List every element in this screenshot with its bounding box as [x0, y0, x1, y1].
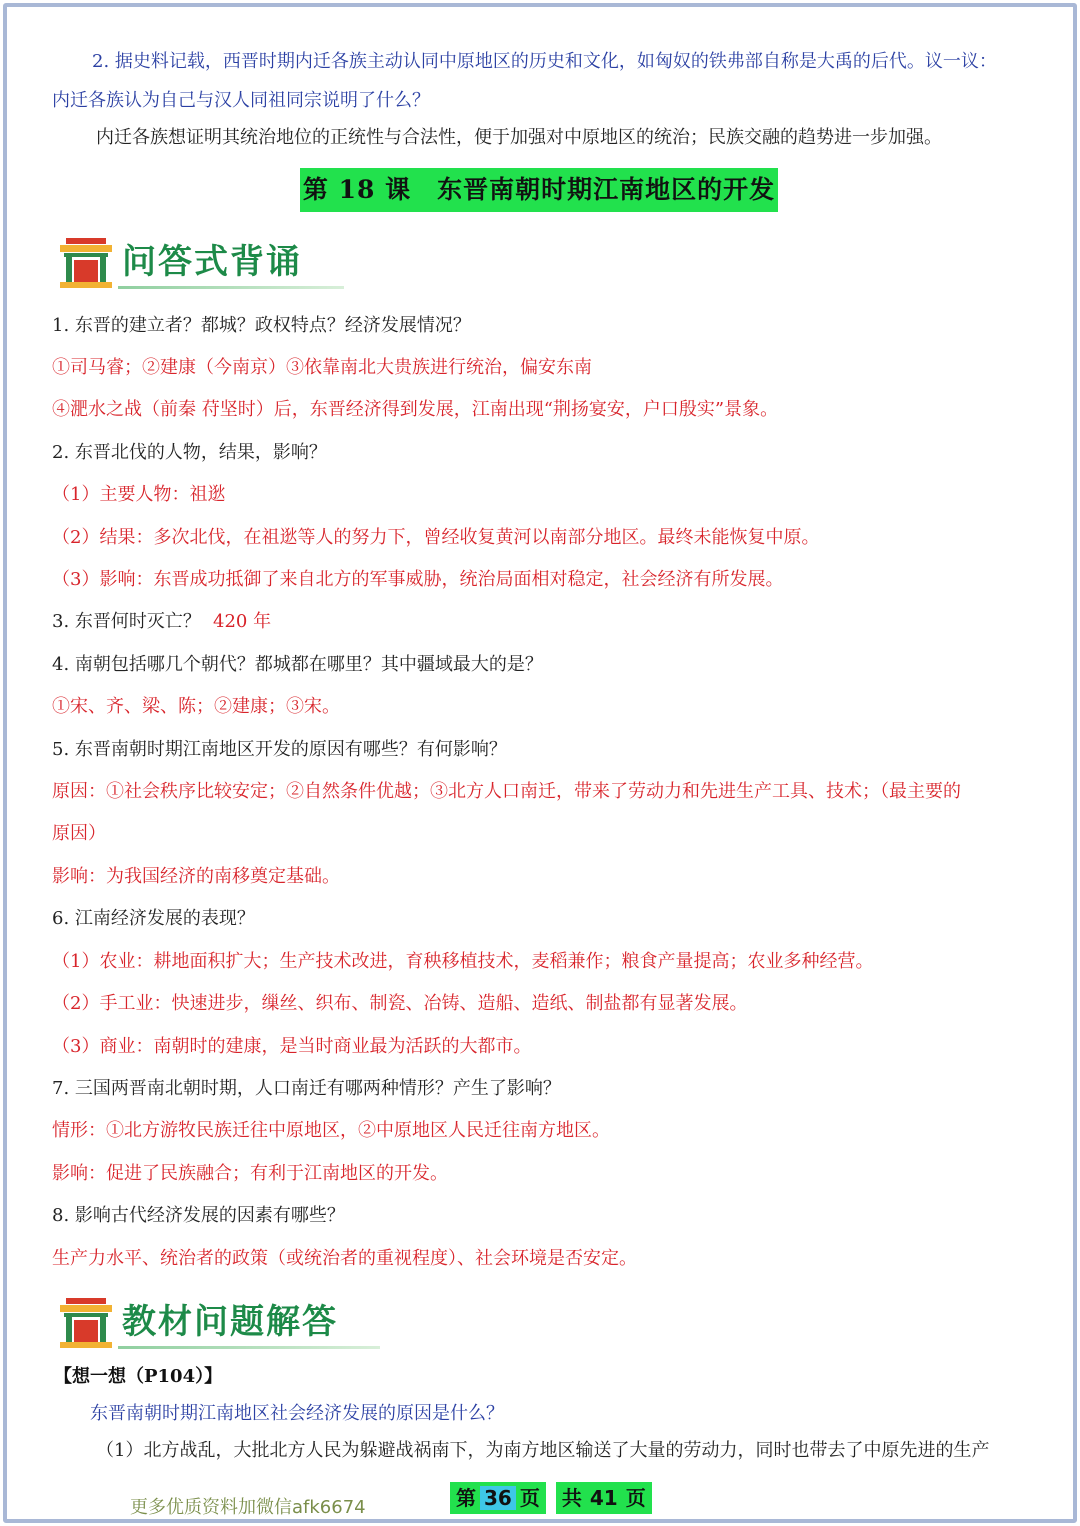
qa-answer: ①宋、齐、梁、陈；②建康；③宋。 — [52, 696, 340, 717]
qa-question: 7. 三国两晋南北朝时期，人口南迁有哪两种情形？产生了影响？ — [52, 1078, 561, 1099]
intro-answer: 内迁各族想证明其统治地位的正统性与合法性，便于加强对中原地区的统治；民族交融的趋势进一步加强。 — [96, 127, 942, 148]
qa-answer: ①司马睿；②建康（今南京）③依靠南北大贵族进行统治，偏安东南 — [52, 357, 592, 378]
qa-answer: （2）手工业：快速进步，缫丝、织布、制瓷、冶铸、造船、造纸、制盐都有显著发展。 — [52, 993, 748, 1014]
intro-question-line2: 内迁各族认为自己与汉人同祖同宗说明了什么？ — [52, 90, 430, 111]
section-heading-recite — [56, 232, 356, 296]
qa-answer: 情形：①北方游牧民族迁往中原地区，②中原地区人民迁往南方地区。 — [52, 1120, 610, 1141]
qa-answer: （3）商业：南朝时的建康，是当时商业最为活跃的大都市。 — [52, 1036, 532, 1057]
total-prefix: 共 — [561, 1486, 582, 1510]
section-underline — [118, 1346, 380, 1349]
qa-answer: （1）主要人物：祖逖 — [52, 484, 226, 505]
qa-answer: 生产力水平、统治者的政策（或统治者的重视程度）、社会环境是否安定。 — [52, 1248, 637, 1269]
think-answer: （1）北方战乱，大批北方人民为躲避战祸南下，为南方地区输送了大量的劳动力，同时也带去了中原先进的生产 — [96, 1440, 990, 1461]
page-suffix: 页 — [519, 1486, 540, 1510]
pavilion-icon — [56, 232, 116, 292]
qa-question: 3. 东晋何时灭亡？ — [52, 611, 201, 632]
section-title: 问答式背诵 — [122, 242, 302, 282]
qa-answer: 影响：促进了民族融合；有利于江南地区的开发。 — [52, 1163, 448, 1184]
lesson-title: 第 18 课 东晋南朝时期江南地区的开发 — [300, 168, 778, 212]
qa-answer: 影响：为我国经济的南移奠定基础。 — [52, 866, 340, 887]
page-total: 41 — [589, 1486, 618, 1510]
intro-question-line1: 2. 据史料记载，西晋时期内迁各族主动认同中原地区的历史和文化，如匈奴的铁弗部自称是大禹的后代。议一议： — [92, 51, 997, 72]
current-page-box — [450, 1482, 546, 1514]
qa-question: 6. 江南经济发展的表现？ — [52, 908, 255, 929]
qa-answer: （3）影响：东晋成功抵御了来自北方的军事威胁，统治局面相对稳定，社会经济有所发展。 — [52, 569, 784, 590]
footer-note: 更多优质资料加微信afk6674 — [130, 1497, 366, 1518]
think-label: 【想一想（P104）】 — [54, 1366, 223, 1387]
qa-answer: ④淝水之战（前秦 苻坚时）后，东晋经济得到发展，江南出现“荆扬宴安，户口殷实”景象。 — [52, 399, 779, 420]
page-prefix: 第 — [456, 1486, 476, 1510]
qa-answer: 原因：①社会秩序比较安定；②自然条件优越；③北方人口南迁，带来了劳动力和先进生产工具、技术；（最主要的 — [52, 781, 961, 802]
qa-question: 4. 南朝包括哪几个朝代？都城都在哪里？其中疆域最大的是？ — [52, 654, 543, 675]
qa-question: 8. 影响古代经济发展的因素有哪些？ — [52, 1205, 345, 1226]
qa-answer: （1）农业：耕地面积扩大；生产技术改进，育秧移植技术，麦稻兼作；粮食产量提高；农业多种经营。 — [52, 951, 874, 972]
pavilion-icon — [56, 1292, 116, 1352]
qa-question: 5. 东晋南朝时期江南地区开发的原因有哪些？有何影响？ — [52, 739, 507, 760]
section-heading-textbook — [56, 1292, 356, 1356]
section-underline — [118, 286, 344, 289]
qa-question: 1. 东晋的建立者？都城？政权特点？经济发展情况？ — [52, 315, 471, 336]
page-indicator — [450, 1482, 662, 1514]
total-suffix: 页 — [625, 1486, 646, 1510]
section-title: 教材问题解答 — [122, 1302, 338, 1342]
qa-inline-answer: 420 年 — [213, 611, 272, 632]
page-current: 36 — [480, 1486, 516, 1510]
think-question: 东晋南朝时期江南地区社会经济发展的原因是什么？ — [90, 1403, 504, 1424]
qa-question: 2. 东晋北伐的人物，结果，影响？ — [52, 442, 327, 463]
qa-answer: （2）结果：多次北伐，在祖逖等人的努力下，曾经收复黄河以南部分地区。最终未能恢复中原。 — [52, 527, 820, 548]
qa-answer: 原因） — [52, 823, 106, 844]
total-pages-box — [556, 1482, 652, 1514]
